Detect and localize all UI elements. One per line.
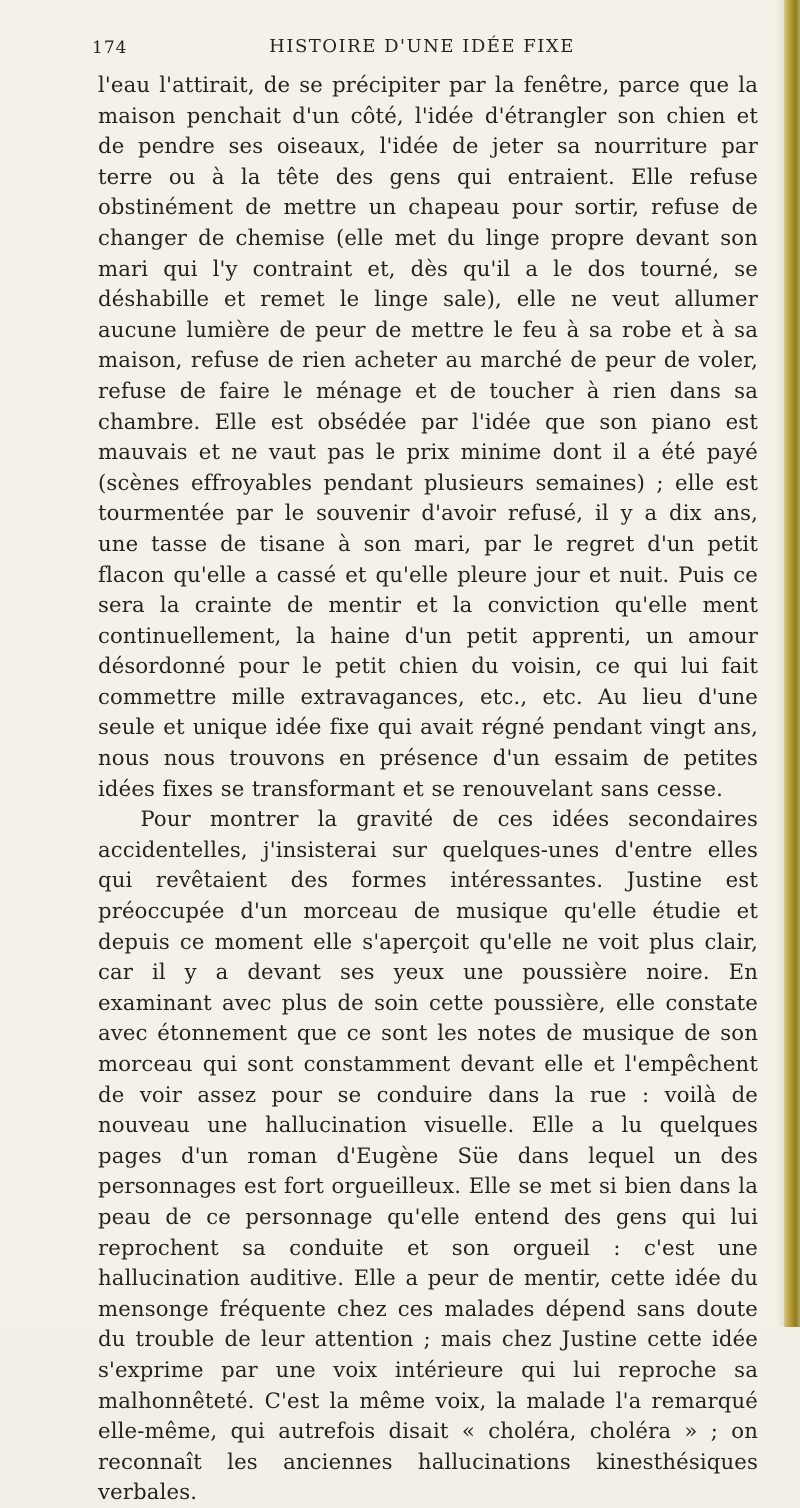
running-head [92, 36, 752, 66]
paragraph-2: Pour montrer la gravité de ces idées secondaires accidentelles, j'insisterai sur quelques-unes d'entre elles qui revêtaient des formes intéressantes. Justine est préoccupée d'un morceau de musique qu'elle étudie et depuis ce moment elle s'aperçoit qu'elle ne voit plus clair, car il y a devant ses yeux une poussière noire. En examinant avec plus de soin cette poussière, elle constate avec étonnement que ce sont les notes de musique de son morceau qui sont constamment devant elle et l'empêchent de voir assez pour se conduire dans la rue : voilà de nouveau une hallucination visuelle. Elle a lu quelques pages d'un roman d'Eugène Süe dans lequel un des personnages est fort orgueilleux. Elle se met si bien dans la peau de ce personnage qu'elle entend des gens qui lui reprochent sa conduite et son orgueil : c'est une hallucination auditive. Elle a peur de mentir, cette idée du mensonge fréquente chez ces malades dépend sans doute du trouble de leur attention ; mais chez Justine cette idée s'exprime par une voix intérieure qui lui reproche sa malhonnêteté. C'est la même voix, la malade l'a remarqué elle-même, qui autrefois disait « choléra, choléra » ; on reconnaît les anciennes hallucinations kinesthésiques verbales. [98, 806, 758, 1505]
body-text [98, 70, 758, 1508]
paragraph-1: l'eau l'attirait, de se précipiter par la fenêtre, parce que la maison penchait d'un côté, l'idée d'étrangler son chien et de pendre ses oiseaux, l'idée de jeter sa nourriture par terre ou à la tête des gens qui entraient. Elle refuse obstinément de mettre un chapeau pour sortir, refuse de changer de chemise (elle met du linge propre devant son mari qui l'y contraint et, dès qu'il a le dos tourné, se déshabille et remet le linge sale), elle ne veut allumer aucune lumière de peur de mettre le feu à sa robe et à sa maison, refuse de rien acheter au marché de peur de voler, refuse de faire le ménage et de toucher à rien dans sa chambre. Elle est obsédée par l'idée que son piano est mauvais et ne vaut pas le prix minime dont il a été payé (scènes effroyables pendant plusieurs semaines) ; elle est tourmentée par le souvenir d'avoir refusé, il y a dix ans, une tasse de tisane à son mari, par le regret d'un petit flacon qu'elle a cassé et qu'elle pleure jour et nuit. Puis ce sera la crainte de mentir et la conviction qu'elle ment continuellement, la haine d'un petit apprenti, un amour désordonné pour le petit chien du voisin, ce qui lui fait commettre mille extravagances, etc., etc. Au lieu d'une seule et unique idée fixe qui avait régné pendant vingt ans, nous nous trouvons en présence d'un essaim de petites idées fixes se transformant et se renouvelant sans cesse. [98, 72, 758, 801]
book-edge [784, 0, 800, 1327]
page-number: 174 [92, 38, 128, 58]
page-gutter-shadow [776, 0, 784, 1327]
running-title: HISTOIRE D'UNE IDÉE FIXE [269, 36, 575, 57]
